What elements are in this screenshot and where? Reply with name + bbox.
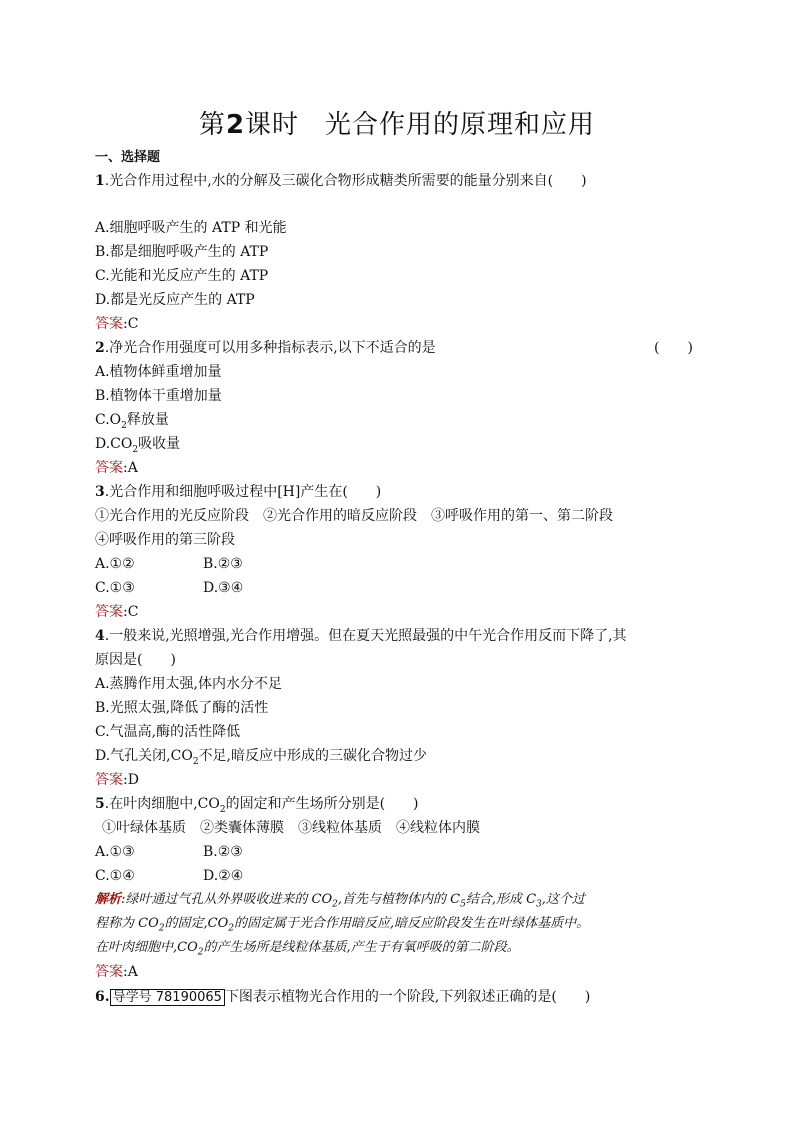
question-2-option-d: $D.CO_2$吸收量 [95, 436, 181, 455]
question-5-answer: 答案:A [95, 964, 138, 980]
question-1-option-c: C.光能和光反应产生的 ATP [95, 268, 269, 284]
question-4-option-b: B.光照太强,降低了酶的活性 [95, 700, 269, 716]
question-4-answer: 答案:D [95, 772, 139, 788]
question-3-option-a: A.①② [95, 556, 135, 572]
question-2-stem: 2.净光合作用强度可以用多种指标表示,以下不适合的是 ( ) [95, 340, 693, 356]
question-4-number: 4 [95, 628, 105, 644]
question-4-stem-line-1: 4.一般来说,光照增强,光合作用增强。但在夏天光照最强的中午光合作用反而下降了,其 [95, 628, 627, 644]
question-5-explanation-line-1: 解析:绿叶通过气孔从外界吸收进来的 $CO_2$,首先与植物体内的 $C_5$结合,形成 $C_3$,这个过 [95, 892, 585, 910]
title-lesson-number: 2 [225, 110, 246, 140]
question-4-option-c: C.气温高,酶的活性降低 [95, 724, 241, 740]
question-3-options-cd [95, 578, 244, 598]
question-2-number: 2 [95, 340, 105, 356]
question-2-answer: 答案:A [95, 460, 138, 476]
question-2-paren: ( ) [654, 340, 693, 356]
question-5-options-ab [95, 842, 243, 862]
question-3-items-line-2: ④呼吸作用的第三阶段 [95, 532, 235, 548]
question-5-items: ①叶绿体基质 ②类囊体薄膜 ③线粒体基质 ④线粒体内膜 [102, 820, 480, 836]
page-title [0, 104, 794, 141]
title-suffix: 课时 [245, 110, 300, 140]
section-heading: 一、选择题 [95, 150, 161, 165]
question-3-option-d: D.③④ [203, 580, 244, 596]
question-3-answer: 答案:C [95, 604, 139, 620]
question-3-option-c: C.①③ [95, 580, 135, 596]
question-5-stem: 5.在叶肉细胞中$,CO_2$的固定和产生场所分别是( ) [95, 796, 419, 815]
question-3-number: 3 [95, 484, 105, 500]
question-2-option-a: A.植物体鲜重增加量 [95, 364, 222, 380]
question-3-items-line-1: ①光合作用的光反应阶段 ②光合作用的暗反应阶段 ③呼吸作用的第一、第二阶段 [95, 508, 613, 524]
question-5-explanation-line-2: 程称为 $CO_2$的固定$,CO_2$的固定属于光合作用暗反应,暗反应阶段发生在叶绿体基质中。 [95, 916, 590, 934]
title-main: 光合作用的原理和应用 [325, 110, 596, 140]
question-1-number: 1 [95, 173, 105, 189]
question-5-explanation-line-3: 在叶肉细胞中$,CO_2$的产生场所是线粒体基质,产生于有氧呼吸的第二阶段。 [95, 940, 520, 958]
question-1-option-d: D.都是光反应产生的 ATP [95, 292, 255, 308]
question-2-option-b: B.植物体干重增加量 [95, 388, 222, 404]
question-3-options-ab [95, 554, 243, 574]
question-4-option-a: A.蒸腾作用太强,体内水分不足 [95, 676, 283, 692]
question-3-stem: 3.光合作用和细胞呼吸过程中[H]产生在( ) [95, 484, 382, 500]
question-1-answer: 答案:C [95, 316, 139, 332]
title-prefix: 第 [198, 110, 226, 140]
question-5-option-a: A.①③ [95, 844, 135, 860]
question-5-number: 5 [95, 796, 105, 812]
question-5-options-cd [95, 866, 244, 886]
question-1-option-b: B.都是细胞呼吸产生的 ATP [95, 244, 269, 260]
question-6-stem: 6. 导学号 78190065 下图表示植物光合作用的一个阶段,下列叙述正确的是( ) [95, 989, 591, 1005]
question-1-option-a: A.细胞呼吸产生的 ATP 和光能 [95, 220, 287, 236]
question-4-option-d: D.气孔关闭$,CO_2$不足,暗反应中形成的三碳化合物过少 [95, 748, 428, 767]
question-2-option-c: $C.O_2$释放量 [95, 412, 169, 431]
question-4-stem-line-2: 原因是( ) [95, 652, 176, 668]
question-5-option-c: C.①④ [95, 868, 135, 884]
question-1-stem: 1.光合作用过程中,水的分解及三碳化合物形成糖类所需要的能量分别来自( ) [95, 173, 587, 189]
guide-number-badge[interactable]: 导学号 78190065 [110, 989, 225, 1006]
question-5-option-b: B.②③ [203, 844, 243, 860]
question-3-option-b: B.②③ [203, 556, 243, 572]
question-6-number: 6 [95, 989, 105, 1005]
question-5-option-d: D.②④ [203, 868, 244, 884]
